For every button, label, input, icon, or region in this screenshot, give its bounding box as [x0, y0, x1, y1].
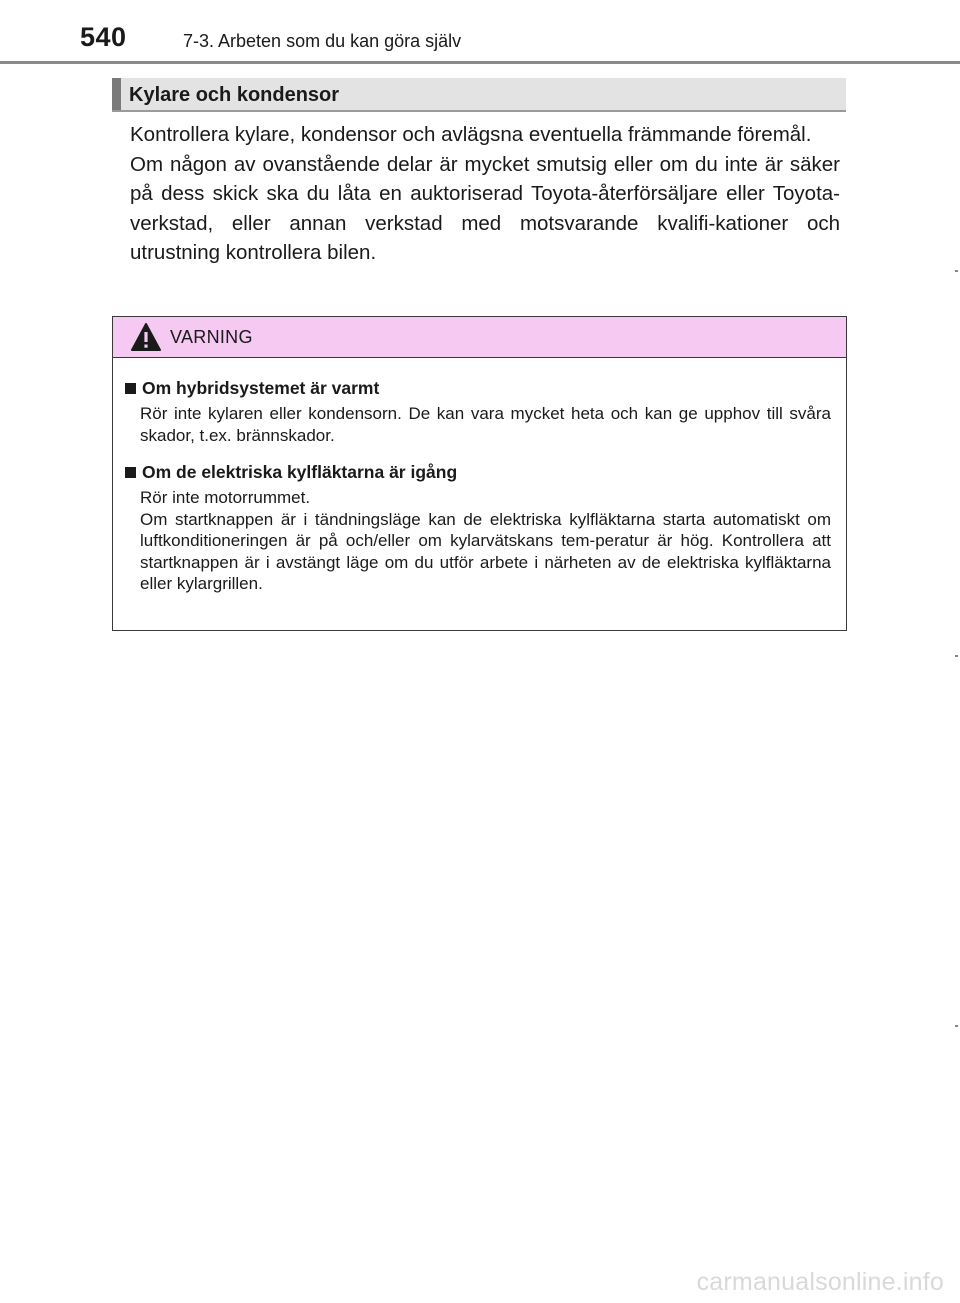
section-body [130, 120, 840, 268]
section-heading-accent [112, 78, 121, 110]
warning-item-text [140, 403, 831, 446]
body-paragraph: Kontrollera kylare, kondensor och avlägsna eventuella främmande föremål. [130, 123, 812, 146]
warning-item [125, 377, 831, 446]
page-header [0, 0, 960, 64]
warning-item-text [140, 487, 831, 595]
warning-box [112, 316, 847, 631]
section-title: Kylare och kondensor [129, 84, 340, 106]
margin-mark [955, 270, 958, 272]
header-divider [0, 61, 960, 64]
warning-paragraph: Rör inte kylaren eller kondensorn. De kan vara mycket heta och kan ge upphov till svåra skador, t.ex. brännskador. [140, 404, 831, 445]
warning-item-heading [125, 461, 831, 483]
warning-item-title: Om de elektriska kylfläktarna är igång [142, 462, 458, 482]
warning-label: VARNING [170, 327, 253, 347]
watermark: carmanualsonline.info [696, 1268, 944, 1296]
warning-paragraph: Rör inte motorrummet. [140, 488, 311, 507]
square-bullet-icon [125, 467, 136, 478]
header-section-title: 7-3. Arbeten som du kan göra själv [183, 31, 462, 51]
warning-item [125, 461, 831, 595]
margin-mark [955, 1025, 958, 1027]
section-heading-bar [112, 78, 846, 112]
warning-item-title: Om hybridsystemet är varmt [142, 378, 380, 398]
body-paragraph: Om någon av ovanstående delar är mycket smutsig eller om du inte är säker på dess skick ska du låta en auktoriserad Toyota-återförsäljare eller Toyota-verkstad, eller annan verkstad med motsvarande kvalifi-kationer och utrustning kontrollera bilen. [130, 152, 840, 264]
page-number: 540 [80, 22, 127, 52]
margin-mark [955, 655, 958, 657]
warning-paragraph: Om startknappen är i tändningsläge kan de elektriska kylfläktarna starta automatiskt om luftkonditioneringen är på och/eller om kylarvätskans tem-peratur är hög. Kontrollera att startknappen är i avstängt läge om du utför arbete i närheten av de elektriska kylfläktarna eller kylargrillen. [140, 509, 831, 593]
warning-header [113, 317, 846, 358]
warning-triangle-icon [130, 322, 162, 352]
square-bullet-icon [125, 383, 136, 394]
warning-item-heading [125, 377, 831, 399]
